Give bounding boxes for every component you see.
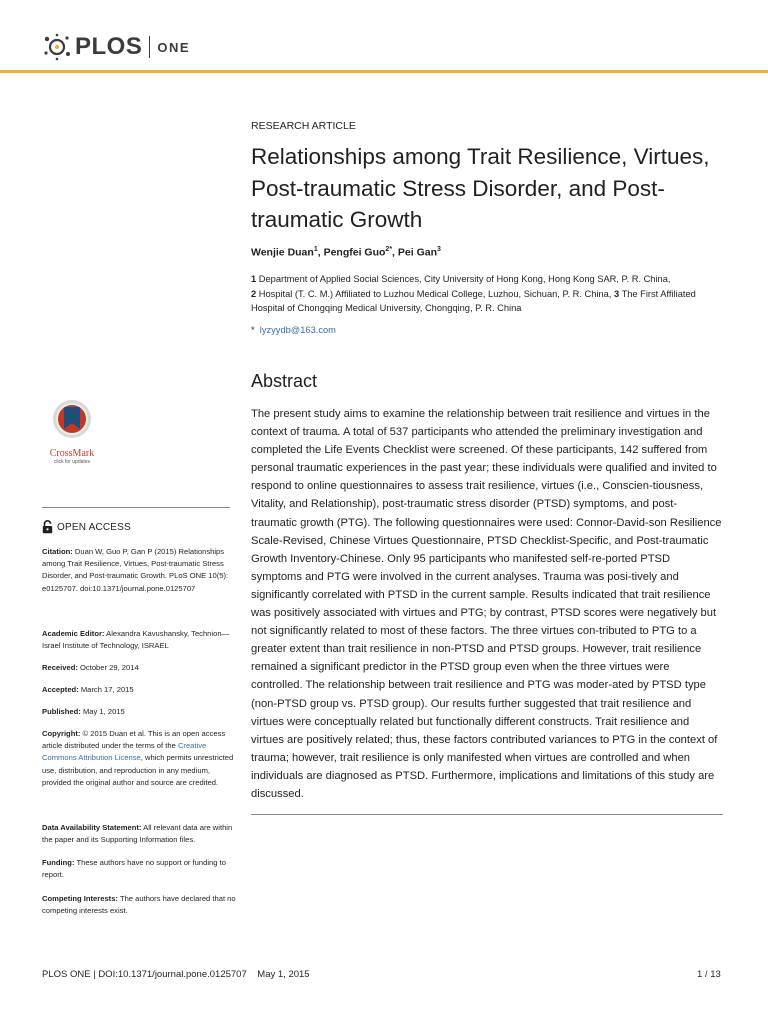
- author-name[interactable]: Pei Gan: [397, 246, 437, 259]
- crossmark-sublabel: click for updates: [53, 459, 91, 465]
- accepted-block: [42, 684, 237, 696]
- accepted-date: March 17, 2015: [80, 685, 134, 694]
- citation-label: Citation:: [42, 547, 73, 556]
- editor-label: Academic Editor:: [42, 629, 105, 638]
- affiliation-number: 3: [613, 288, 620, 299]
- correspondence: [251, 325, 336, 335]
- logo-separator: [149, 36, 150, 58]
- academic-editor-block: [42, 628, 237, 652]
- received-block: [42, 662, 237, 674]
- affiliations: [251, 272, 731, 316]
- crossmark-label: CrossMark: [49, 448, 95, 459]
- funding-block: [42, 857, 237, 881]
- affiliation-number: 2: [251, 288, 257, 299]
- funding-label: Funding:: [42, 858, 75, 867]
- affiliation-text: The First Affiliated Hospital of Chongqing Medical University, Chongqing, P. R. China: [251, 288, 696, 313]
- published-date: May 1, 2015: [82, 707, 125, 716]
- abstract-divider: [251, 814, 723, 815]
- affiliation-text: Hospital (T. C. M.) Affiliated to Luzhou Medical College, Luzhou, Sichuan, P. R. China,: [258, 288, 612, 299]
- author-name[interactable]: Wenjie Duan: [251, 246, 314, 259]
- data-availability-text: All relevant data are within the paper and its Supporting Information files.: [42, 823, 233, 845]
- competing-interests-label: Competing Interests:: [42, 894, 118, 903]
- header-accent-bar: [0, 70, 768, 73]
- citation-block: [42, 546, 237, 595]
- copyright-text: © 2015 Duan et al. This is an open access article distributed under the terms of the: [42, 729, 226, 751]
- license-link[interactable]: Creative Commons Attribution License: [42, 741, 207, 763]
- editor-text: Alexandra Kavushansky, Technion—Israel Institute of Technology, ISRAEL: [42, 629, 230, 651]
- citation-text: Duan W, Guo P, Gan P (2015) Relationships among Trait Resilience, Virtues, Post-traumatic Stress Disorder, and Post-traumatic Growth. PLoS ONE 10(5): e0125707. doi:10.1371/journal.pone.0125707: [42, 547, 229, 593]
- crossmark-badge[interactable]: [44, 398, 100, 464]
- plos-one-logo[interactable]: [42, 33, 190, 61]
- data-availability-label: Data Availability Statement:: [42, 823, 142, 832]
- correspondence-mark: *: [251, 325, 255, 335]
- competing-interests-block: [42, 893, 237, 917]
- affiliation-text: Department of Applied Social Sciences, City University of Hong Kong, Hong Kong SAR, P. R. China,: [258, 274, 671, 284]
- logo-plos-text: PLOS: [75, 33, 143, 60]
- open-access-label: OPEN ACCESS: [57, 521, 131, 533]
- published-label: Published:: [42, 707, 81, 716]
- open-lock-icon: [42, 520, 53, 534]
- data-availability-block: [42, 822, 237, 846]
- published-block: [42, 706, 237, 718]
- abstract-heading: Abstract: [251, 371, 318, 391]
- author-list: Wenjie Duan$^1$, Pengfei Guo$^{2*}$, Pei Gan$^3$: [251, 246, 441, 259]
- author-affil-mark: 1: [313, 246, 318, 253]
- abstract-text: The present study aims to examine the relationship between trait resilience and virtues in the context of trauma. A total of 537 participants who attended the preliminary investigation and completed the Life Events Checklist were screened. Of these participants, 142 suffered from personal traumatic experiences in the past year; these individuals were qualified and invited to respond to online questionnaires to assess trait resilience, virtues (i.e., Conscien-tiousness, Vitality, and Relationship), post-traumatic stress disorder (PTSD) symptoms, and post-traumatic growth (PTG). The following questionnaires were used: Connor-David-son Resilience Scale-Revised, Chinese Virtues Questionnaire, PTSD Checklist-Specific, and Post-traumatic Growth Inventory-Chinese. Only 95 participants who manifested self-re-ported PTSD symptoms and PTG were involved in the current analyses. Trauma was posi-tively and significantly correlated with PTSD in the current sample. Results indicated that trait resilience was positively associated with virtues and PTG; by contrast, PTSD scores were negatively but not significantly related to most of these factors. The three virtues con-tributed to PTG to a greater extent than trait resilience in non-PTSD and PTSD groups. However, trait resilience remained a significant predictor in the PTSD group even when the three virtues were controlled. The relationship between trait resilience and PTG was moder-ated by PTSD type (non-PTSD group vs. PTSD group). Our results further suggested that trait resilience and virtues were conceptually related but functionally different constructs. Trait resilience and virtues are positively related; thus, these factors contributed variances to PTG in the context of trauma; however, trait resilience is only manifested when virtues are controlled and when individuals are diagnosed as PTSD. Furthermore, implications and limitations of this study are discussed.: [251, 408, 722, 800]
- logo-one-text: ONE: [157, 39, 191, 55]
- author-name[interactable]: Pengfei Guo: [323, 246, 386, 259]
- author-affil-mark: 2*: [385, 246, 393, 253]
- article-type: RESEARCH ARTICLE: [251, 120, 356, 132]
- sidebar-divider: [42, 507, 230, 508]
- copyright-label: Copyright:: [42, 729, 81, 738]
- copyright-text-continued: , which permits unrestricted use, distribution, and reproduction in any medium, provided the original author and source are credited.: [42, 753, 234, 787]
- affiliation-number: 1: [251, 274, 257, 284]
- copyright-block: [42, 728, 237, 789]
- page-number: 1 / 13: [697, 969, 721, 980]
- author-affil-mark: 3: [437, 246, 441, 253]
- article-title: Relationships among Trait Resilience, Virtues, Post-traumatic Stress Disorder, and Post-traumatic Growth: [251, 144, 710, 232]
- received-date: October 29, 2014: [80, 663, 139, 672]
- plos-logo-icon: [42, 33, 72, 61]
- received-label: Received:: [42, 663, 78, 672]
- footer-citation: PLOS ONE | DOI:10.1371/journal.pone.0125707 May 1, 2015: [42, 969, 310, 980]
- accepted-label: Accepted:: [42, 685, 79, 694]
- open-access-badge: [42, 520, 131, 534]
- funding-text: These authors have no support or funding to report.: [42, 858, 226, 880]
- correspondence-email-link[interactable]: lyzyydb@163.com: [259, 325, 336, 335]
- crossmark-icon: [44, 398, 100, 444]
- competing-interests-text: The authors have declared that no competing interests exist.: [42, 894, 236, 916]
